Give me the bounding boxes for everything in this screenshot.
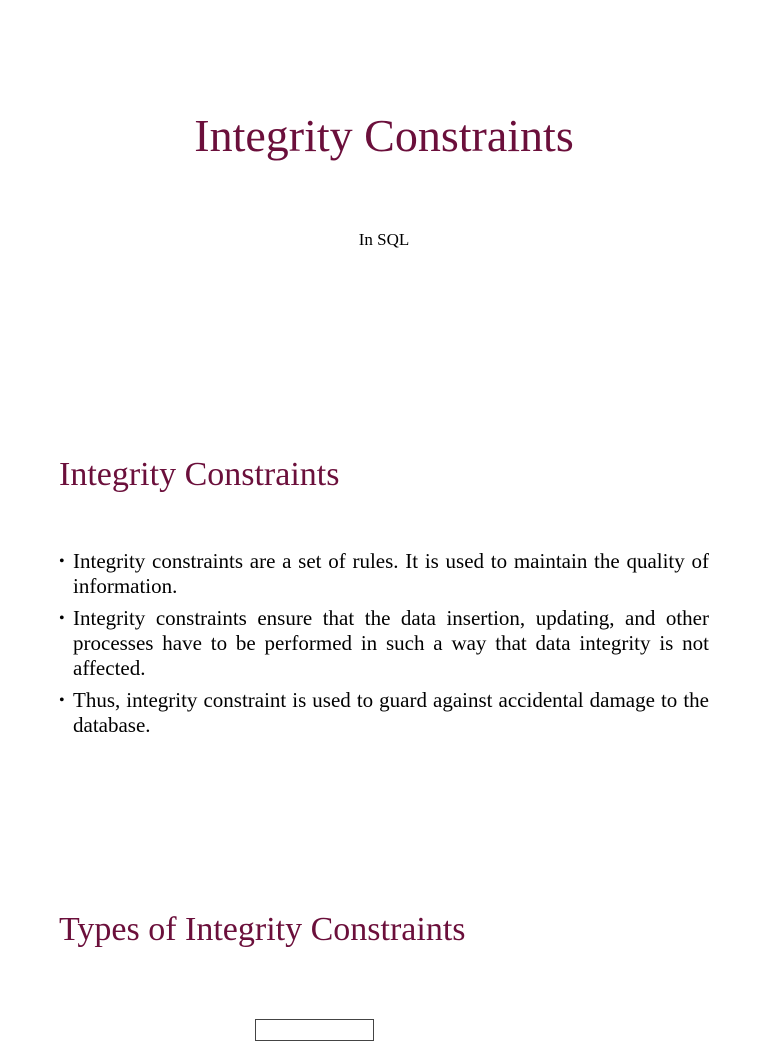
bullet-icon: • [59,610,65,627]
diagram-box [255,1019,374,1041]
slide-subtitle: In SQL [358,230,410,249]
bullet-list [59,549,709,745]
content-slide [0,430,768,860]
title-slide [0,0,768,430]
bullet-text: Integrity constraints ensure that the data insertion, updating, and other processes have to be performed in such a way that data integrity is not affected. [73,606,709,680]
bullet-item [59,688,709,738]
bullet-text: Thus, integrity constraint is used to guard against accidental damage to the database. [73,688,709,737]
slide-heading: Integrity Constraints [59,456,340,493]
bullet-icon: • [59,553,65,570]
slide-heading: Types of Integrity Constraints [59,911,466,948]
bullet-item [59,606,709,681]
types-slide [0,860,768,1024]
bullet-text: Integrity constraints are a set of rules. It is used to maintain the quality of information. [73,549,709,598]
slide-title: Integrity Constraints [194,110,574,161]
bullet-item [59,549,709,599]
bullet-icon: • [59,692,65,709]
